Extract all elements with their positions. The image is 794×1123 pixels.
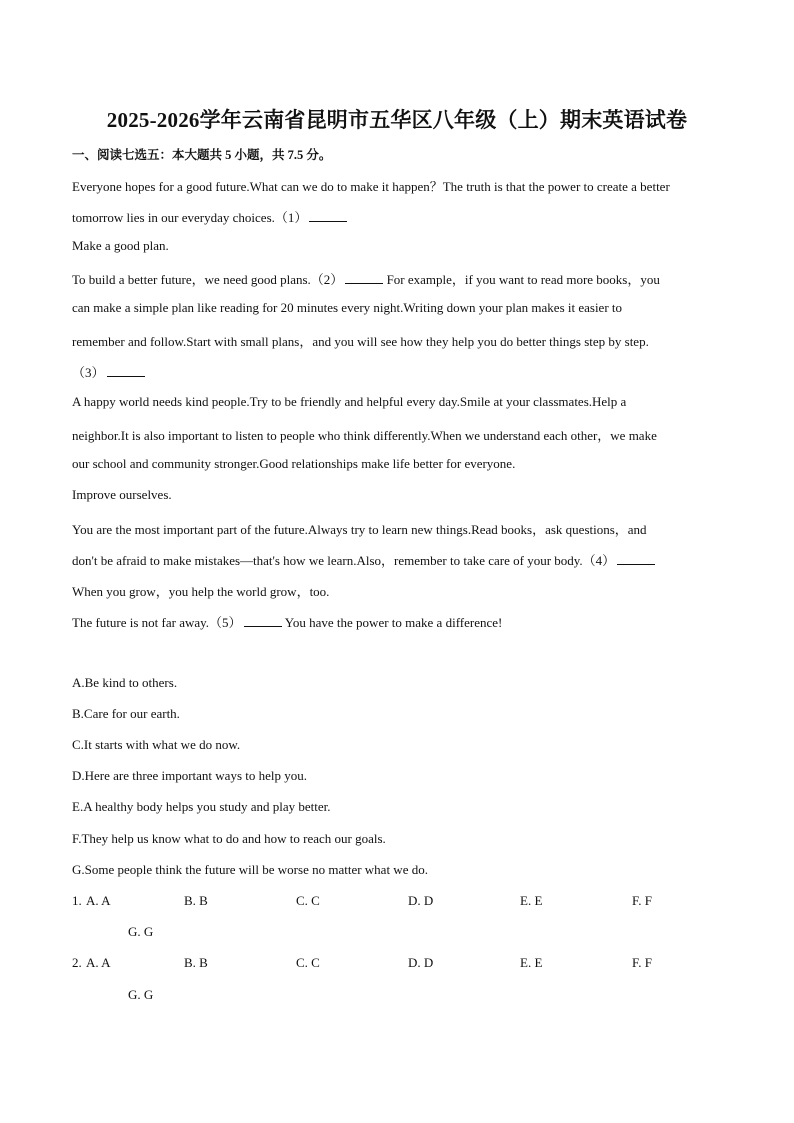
- choice-c[interactable]: C. C: [296, 893, 320, 908]
- answer-blank-1[interactable]: [309, 211, 347, 222]
- passage-line: tomorrow lies in our everyday choices.（1）: [72, 207, 347, 226]
- passage-line: Everyone hopes for a good future.What can we do to make it happen？The truth is that the power to create a better: [72, 179, 670, 194]
- choice-a[interactable]: A. A: [86, 893, 111, 908]
- passage-line: To build a better future，we need good plans.（2） For example，if you want to read more books，you: [72, 272, 660, 287]
- subheading: Make a good plan.: [72, 238, 169, 253]
- passage-line: remember and follow.Start with small plans，and you will see how they help you do better things step by step.: [72, 334, 649, 349]
- option-g: G.Some people think the future will be worse no matter what we do.: [72, 862, 428, 877]
- choice-f[interactable]: F. F: [632, 955, 652, 970]
- passage-line: don't be afraid to make mistakes—that's how we learn.Also，remember to take care of your body.（4）: [72, 550, 655, 569]
- answer-blank-4[interactable]: [617, 554, 655, 565]
- option-a: A.Be kind to others.: [72, 675, 178, 690]
- passage-line: neighbor.It is also important to listen to people who think differently.When we understand each other，we make: [72, 428, 657, 443]
- question-number: 2.: [72, 955, 82, 970]
- passage-line: The future is not far away.（5） You have the power to make a difference!: [72, 615, 503, 630]
- option-c: C.It starts with what we do now.: [72, 737, 241, 752]
- choice-a[interactable]: A. A: [86, 955, 111, 970]
- choice-b[interactable]: B. B: [184, 955, 208, 970]
- option-f: F.They help us know what to do and how to reach our goals.: [72, 831, 386, 846]
- page-title: 2025-2026学年云南省昆明市五华区八年级（上）期末英语试卷: [106, 108, 688, 132]
- choice-d[interactable]: D. D: [408, 893, 434, 908]
- answer-blank-5[interactable]: [244, 616, 282, 627]
- choice-e[interactable]: E. E: [520, 893, 543, 908]
- question-number: 1.: [72, 893, 82, 908]
- passage-line: You are the most important part of the future.Always try to learn new things.Read books，ask questions，and: [72, 522, 647, 537]
- passage-line: can make a simple plan like reading for 20 minutes every night.Writing down your plan makes it easier to: [72, 300, 623, 315]
- choice-d[interactable]: D. D: [408, 955, 434, 970]
- choice-g[interactable]: G. G: [128, 924, 154, 939]
- passage-line: our school and community stronger.Good relationships make life better for everyone.: [72, 456, 516, 471]
- section-heading: 一、阅读七选五：本大题共 5 小题，共 7.5 分。: [72, 148, 332, 162]
- option-e: E.A healthy body helps you study and play better.: [72, 799, 331, 814]
- choice-b[interactable]: B. B: [184, 893, 208, 908]
- choice-f[interactable]: F. F: [632, 893, 652, 908]
- choice-g[interactable]: G. G: [128, 987, 154, 1002]
- passage-line: A happy world needs kind people.Try to be friendly and helpful every day.Smile at your classmates.Help a: [72, 394, 627, 409]
- answer-blank-2[interactable]: [345, 273, 383, 284]
- answer-blank-3[interactable]: [107, 366, 145, 377]
- choice-e[interactable]: E. E: [520, 955, 543, 970]
- subheading: Improve ourselves.: [72, 487, 172, 502]
- option-b: B.Care for our earth.: [72, 706, 180, 721]
- passage-line: （3）: [72, 362, 145, 381]
- passage-line: When you grow，you help the world grow，too.: [72, 584, 330, 599]
- choice-c[interactable]: C. C: [296, 955, 320, 970]
- option-d: D.Here are three important ways to help you.: [72, 768, 308, 783]
